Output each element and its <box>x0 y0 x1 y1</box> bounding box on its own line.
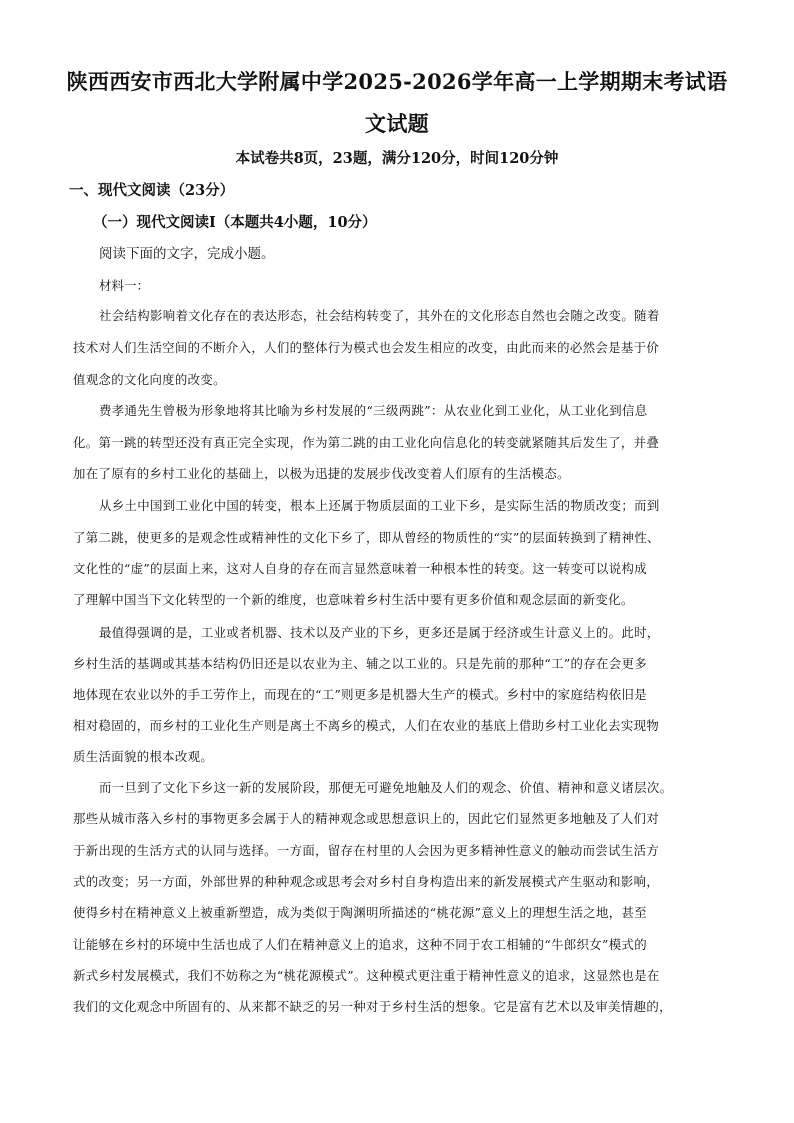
exam-title-line-2: 文试题 <box>365 111 429 136</box>
text-line: 值观念的文化向度的改变。 <box>73 372 226 387</box>
exam-title-line-1: 陕西西安市西北大学附属中学2025-2026学年高一上学期期末考试语 <box>66 69 728 94</box>
text-line: 了理解中国当下文化转型的一个新的维度，也意味着乡村生活中要有更多价值和观念层面的新变化。 <box>73 592 634 607</box>
text-line: 了第二跳，使更多的是观念性或精神性的文化下乡了，即从曾经的物质性的“实”的层面转换到了精神性、 <box>73 530 660 545</box>
text-line: 质生活面貌的根本改观。 <box>73 749 214 764</box>
text-line: 于新出现的生活方式的认同与选择。一方面，留存在村里的人会因为更多精神性意义的触动而尝试生活方 <box>73 843 660 858</box>
text-line: 相对稳固的，而乡村的工业化生产则是离土不离乡的模式，人们在农业的基底上借助乡村工业化去实现物 <box>73 718 660 733</box>
subsection-heading: （一）现代文阅读Ⅰ（本题共4小题，10分） <box>93 214 377 231</box>
text-line: 让能够在乡村的环境中生活也成了人们在精神意义上的追求，这种不同于农工相辅的“牛郎织女”模式的 <box>73 937 647 952</box>
reading-instruction: 阅读下面的文字，完成小题。 <box>99 246 275 262</box>
material-label: 材料一： <box>99 278 150 293</box>
text-line: 地体现在农业以外的手工劳作上，而现在的“工”则更多是机器大生产的模式。乡村中的家庭结构依旧是 <box>73 687 647 702</box>
text-line: 从乡土中国到工业化中国的转变，根本上还属于物质层面的工业下乡，是实际生活的物质改变；而到 <box>99 498 660 513</box>
text-line: 化。第一跳的转型还没有真正完全实现，作为第二跳的由工业化向信息化的转变就紧随其后发生了，并叠 <box>73 435 660 450</box>
section-heading: 一、现代文阅读（23分） <box>69 182 235 199</box>
text-line: 那些从城市落入乡村的事物更多会属于人的精神观念或思想意识上的，因此它们显然更多地触及了人们对 <box>73 811 660 826</box>
text-line: 最值得强调的是，工业或者机器、技术以及产业的下乡，更多还是属于经济或生计意义上的。此时， <box>99 625 660 640</box>
text-line: 使得乡村在精神意义上被重新塑造，成为类似于陶渊明所描述的“桃花源”意义上的理想生活之地，甚至 <box>73 905 647 920</box>
text-line: 社会结构影响着文化存在的表达形态，社会结构转变了，其外在的文化形态自然也会随之改变。随着 <box>99 308 660 323</box>
text-line: 而一旦到了文化下乡这一新的发展阶段，那便无可避免地触及人们的观念、价值、精神和意义诸层次。 <box>99 780 673 795</box>
text-line: 式的改变；另一方面，外部世界的种种观念或思考会对乡村自身构造出来的新发展模式产生驱动和影响， <box>73 874 660 889</box>
text-line: 加在了原有的乡村工业化的基础上，以极为迅捷的发展步伐改变着人们原有的生活模态。 <box>73 466 570 481</box>
text-line: 费孝通先生曾极为形象地将其比喻为乡村发展的“三级两跳”：从农业化到工业化，从工业化到信息 <box>99 403 648 418</box>
text-line: 新式乡村发展模式，我们不妨称之为“桃花源模式”。这种模式更注重于精神性意义的追求，这显然也是在 <box>73 968 660 983</box>
text-line: 乡村生活的基调或其基本结构仍旧还是以农业为主、辅之以工业的。只是先前的那种“工”的存在会更多 <box>73 656 647 671</box>
text-line: 我们的文化观念中所固有的、从来都不缺乏的另一种对于乡村生活的想象。它是富有艺术以及审美情趣的， <box>73 999 672 1014</box>
text-line: 文化性的“虚”的层面上来，这对人自身的存在而言显然意味着一种根本性的转变。这一转变可以说构成 <box>73 561 647 576</box>
exam-info: 本试卷共8页，23题，满分120分，时间120分钟 <box>235 150 559 167</box>
text-line: 技术对人们生活空间的不断介入，人们的整体行为模式也会发生相应的改变，由此而来的必然会是基于价 <box>73 340 660 355</box>
